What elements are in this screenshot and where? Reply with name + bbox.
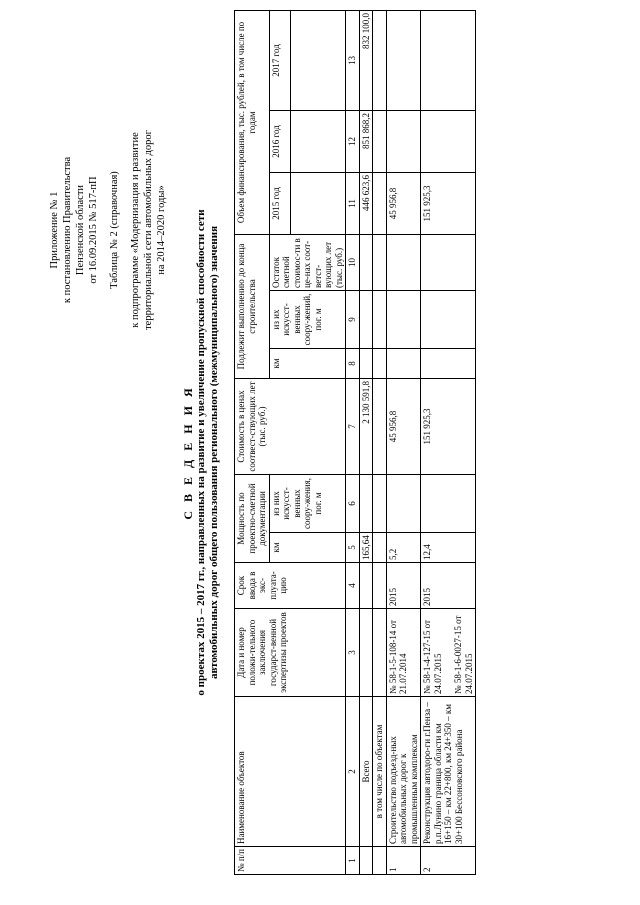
header-term: Срок ввода в экс-плуата-цию <box>235 563 346 609</box>
column-number: 7 <box>346 379 360 475</box>
appendix-line: территориальной сети автомобильных дорог <box>143 130 154 330</box>
appendix-line: Пензенской области <box>75 184 86 276</box>
column-number: 11 <box>346 172 360 234</box>
header-year-2017: 2017 год <box>269 10 291 110</box>
column-number: 10 <box>346 234 360 290</box>
row-name: Реконструкция автодоро-ги г.Пенза – р.п.Лунино граница области км 16+150 – км 22+800, км 24+350 – км 30+100 Бессоновского района <box>421 697 476 847</box>
row-date: № 58-1-4-127-15 от 24.07.2015 <box>422 620 443 694</box>
appendix-block <box>48 70 168 390</box>
header-power: Мощность по проектно-сметной документации <box>235 475 270 563</box>
appendix-line: на 2014–2020 годы» <box>156 185 167 275</box>
total-2017: 832 100,0 <box>359 10 373 110</box>
projects-table <box>234 10 476 875</box>
row-term: 2015 <box>386 563 421 609</box>
total-label: Всего <box>359 697 373 847</box>
column-number: 8 <box>346 349 360 379</box>
appendix-line: к подпрограмме «Модернизация и развитие <box>130 132 141 328</box>
column-numbers-row <box>346 10 360 874</box>
column-number: 13 <box>346 10 360 110</box>
row-2015: 151 925,3 <box>421 172 476 234</box>
total-2015: 446 623,6 <box>359 172 373 234</box>
header-remain-structures: из их искусст-венных соору-жений, пог. м <box>269 291 346 349</box>
row-cost: 45 956,8 <box>386 379 421 475</box>
header-remain-km: км <box>269 349 346 379</box>
row-cost: 151 925,3 <box>421 379 476 475</box>
table-row <box>421 10 476 874</box>
header-year-2016: 2016 год <box>269 110 291 172</box>
heading-line: автомобильных дорог общего пользования регионального (межмуниципального) значения <box>208 225 220 680</box>
heading-title: С В Е Д Е Н И Я <box>181 385 195 520</box>
column-number: 9 <box>346 291 360 349</box>
appendix-line: Таблица № 2 (справочная) <box>109 171 120 289</box>
row-term: 2015 <box>421 563 476 609</box>
header-year-2015: 2015 год <box>269 172 291 234</box>
appendix-line: от 16.09.2015 № 517-пП <box>88 176 99 284</box>
column-number: 2 <box>346 697 360 847</box>
header-num: № п/п <box>235 847 346 875</box>
row-date: № 58-1-5-108-14 от 21.07.2014 <box>386 609 421 697</box>
row-2015: 45 956,8 <box>386 172 421 234</box>
row-num: 1 <box>386 847 421 875</box>
header-power-structures: из них искусст-венных соору-жения, пог. м <box>269 475 346 533</box>
subheader-row <box>373 10 387 874</box>
header-cost: Стоимость в ценах соотвест-ствующих лет (тыс. руб.) <box>235 379 346 475</box>
appendix-line: к постановлению Правительства <box>62 156 73 304</box>
column-number: 6 <box>346 475 360 533</box>
column-number: 1 <box>346 847 360 875</box>
row-km: 12,4 <box>421 533 476 563</box>
row-name: Строительство подъезд-ных автомобильных дорог к промышленным комплексам <box>386 697 421 847</box>
heading-line: о проектах 2015 – 2017 гг., направленных на развитие и увеличение пропускной способности сети <box>195 209 207 696</box>
row-date: № 58-1-6-0027-15 от 24.07.2015 <box>453 615 474 694</box>
header-remain: Подлежит выполнению до конца строительства <box>235 234 270 378</box>
column-number: 12 <box>346 110 360 172</box>
document-heading <box>182 0 221 905</box>
total-km: 165,64 <box>359 533 373 563</box>
total-2016: 851 868,2 <box>359 110 373 172</box>
header-remain-cost: Остаток сметной стоимос-ти в це-нах соот-ветст-вующих лет (тыс. руб.) <box>269 234 346 290</box>
row-km: 5,2 <box>386 533 421 563</box>
column-number: 5 <box>346 533 360 563</box>
appendix-line: Приложение № 1 <box>49 191 60 269</box>
header-date: Дата и номер положи-тельного заключения государст-венной экспертизы проектов <box>235 609 346 697</box>
total-row <box>359 10 373 874</box>
total-cost: 2 130 591,8 <box>359 379 373 475</box>
row-num: 2 <box>421 847 476 875</box>
including-label: в том числе по объектам <box>373 697 387 847</box>
table-row <box>386 10 421 874</box>
header-power-km: км <box>269 533 346 563</box>
column-number: 4 <box>346 563 360 609</box>
header-financing: Объем финансирования, тыс. рублей, в том числе по годам <box>235 10 270 234</box>
header-name: Наименование объектов <box>235 697 346 847</box>
column-number: 3 <box>346 609 360 697</box>
